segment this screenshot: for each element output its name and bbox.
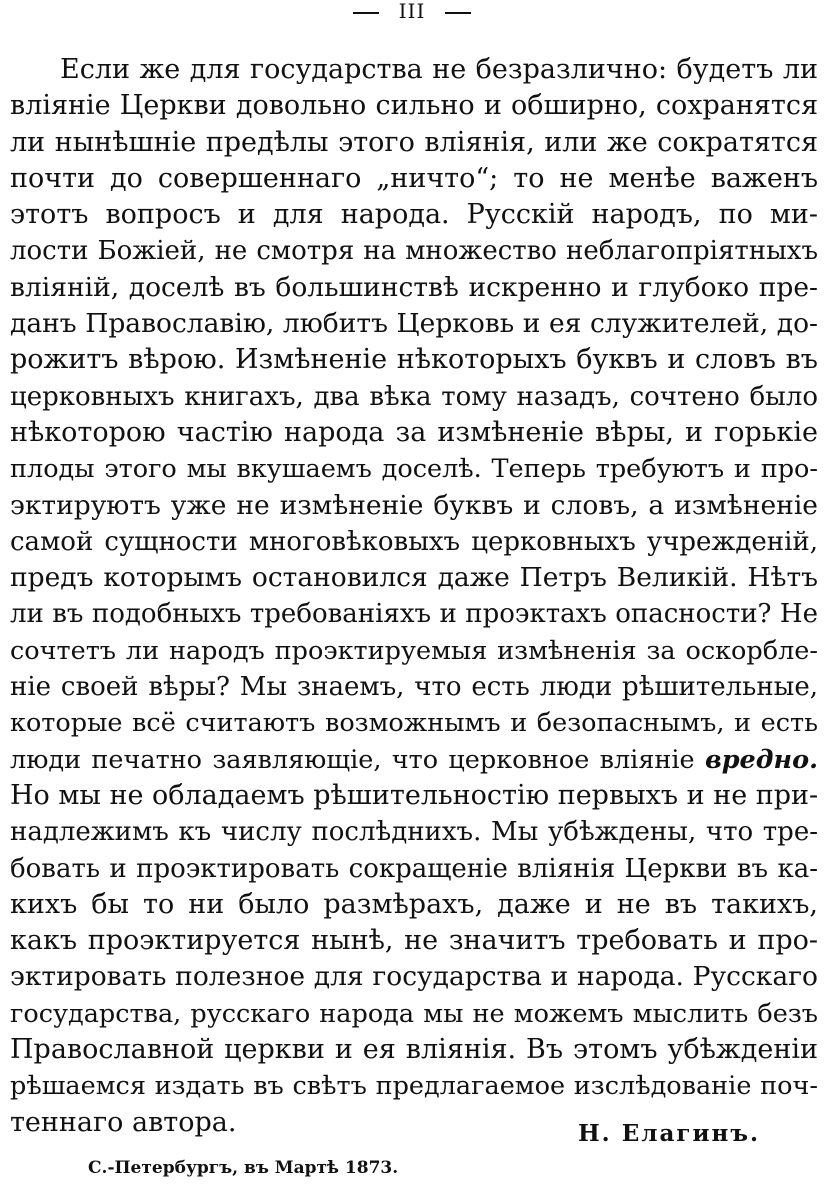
text-line: влiянiй, доселѣ въ большинствѣ искренно и глубоко пре- — [10, 271, 818, 303]
text-line: эктируютъ уже не измѣненiе буквъ и словъ, а измѣненiе — [10, 489, 818, 521]
text-line: рожитъ вѣрою. Измѣненiе нѣкоторыхъ буквъ и словъ въ — [10, 344, 818, 376]
text-line: рѣшаемся издать въ свѣтъ предлагаемое изслѣдованiе поч- — [10, 1071, 818, 1102]
text-line: надлежимъ къ числу послѣднихъ. Мы убѣждены, что тре- — [10, 817, 818, 848]
page-number-text: III — [398, 0, 426, 23]
text-line: нiе своей вѣры? Мы знаемъ, что есть люди рѣшительные, — [10, 672, 818, 703]
text-line: ли въ подобныхъ требованiяхъ и проэктахъ опасности? Не — [10, 599, 818, 630]
text-line: предъ которымъ остановился даже Петръ Великiй. Нѣтъ — [10, 562, 818, 594]
text-line: сочтетъ ли народъ проэктируемыя измѣненiя за оскорбле- — [10, 635, 818, 666]
text-line: бовать и проэктировать сокращенiе влiянiя Церкви въ ка- — [10, 853, 818, 884]
text-line: какъ проэктируется нынѣ, не значитъ требовать и про- — [10, 925, 818, 957]
body-paragraph — [10, 52, 818, 1141]
text-line: эктировать полезное для государства и народа. Русскаго — [10, 961, 818, 993]
text-line: ли нынѣшнiе предѣлы этого влiянiя, или же сократятся — [10, 126, 818, 158]
text-line: государства, русскаго народа мы не можемъ мыслить безъ — [10, 998, 818, 1029]
text-line: самой сущности многовѣковыхъ церковныхъ учрежденiй, — [10, 526, 818, 557]
text-line: влiянiе Церкви довольно сильно и обширно, сохранятся — [10, 90, 818, 122]
italic-word: вредно. — [704, 744, 818, 775]
text-line: Но мы не обладаемъ рѣшительностiю первыхъ и не при- — [10, 779, 818, 811]
text-line: этотъ вопросъ и для народа. Русскiй народъ, по ми- — [10, 199, 818, 231]
text-line: которые всё считаютъ возможнымъ и безопаснымъ, и есть — [10, 708, 818, 739]
text-line: плоды этого мы вкушаемъ доселѣ. Теперь требуютъ и про- — [10, 454, 818, 485]
text-line-with-italic — [10, 742, 818, 778]
text-line: данъ Православiю, любитъ Церковь и ея служителей, до- — [10, 308, 818, 340]
place-and-date: С.-Петербургъ, въ Мартѣ 1873. — [88, 1158, 399, 1178]
text-line: кихъ бы то ни было размѣрахъ, даже и не въ такихъ, — [10, 888, 818, 920]
text-line: Православной церкви и ея влiянiя. Въ этомъ убѣжденiи — [10, 1034, 818, 1066]
text-line: лости Божiей, не смотря на множество неблагопрiятныхъ — [10, 236, 818, 267]
text-line: церковныхъ книгахъ, два вѣка тому назадъ, сочтено было — [10, 381, 818, 412]
author-signature: Н. Елагинъ. — [577, 1120, 760, 1147]
page-number-dash-right — [445, 12, 471, 14]
text-line: почти до совершеннаго „ничто“; то не менѣе важенъ — [10, 162, 818, 194]
page-number — [0, 0, 824, 22]
text-line-segment: люди печатно заявляющiе, что церковное влiянiе — [10, 744, 695, 775]
page-number-dash-left — [353, 12, 379, 14]
text-line: нѣкоторою частiю народа за измѣненiе вѣры, и горькiе — [10, 416, 818, 448]
text-line: Если же для государства не безразлично: будетъ ли — [60, 54, 818, 85]
text-line-last: теннаго автора. — [10, 1106, 237, 1138]
